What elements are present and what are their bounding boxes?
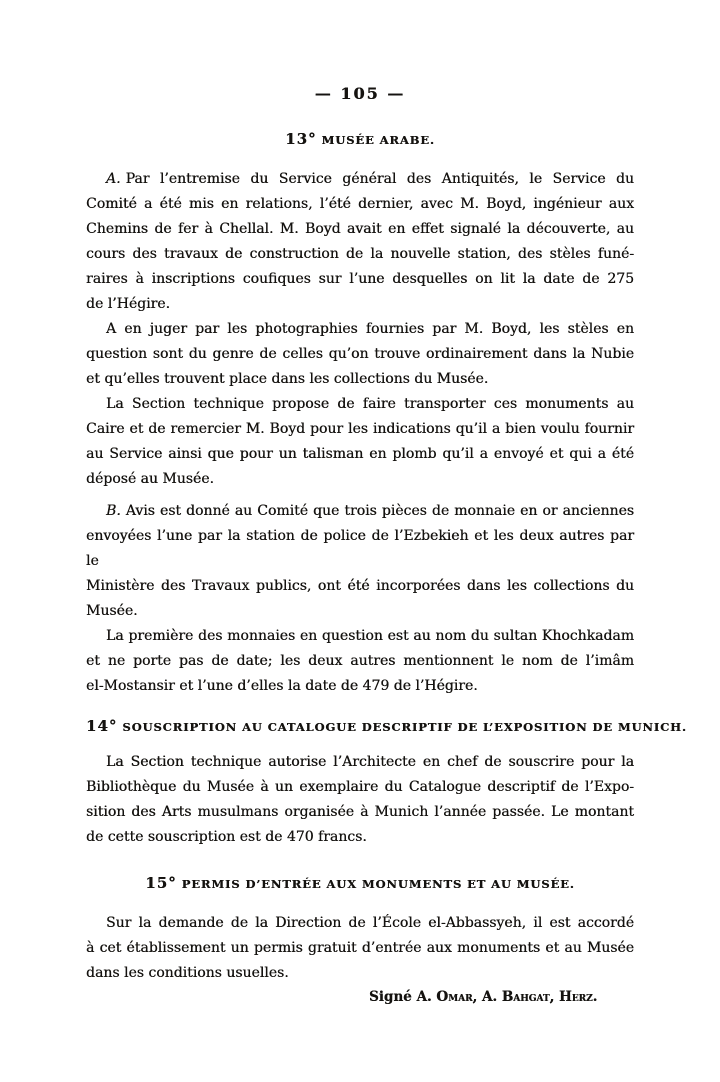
text-line: Ministère des Travaux publics, ont été incorporées dans les collections du xyxy=(86,578,634,594)
section-heading xyxy=(86,130,634,149)
section-title: MUSÉE ARABE. xyxy=(321,133,435,147)
paragraph-marker: A. xyxy=(106,171,121,187)
text-line: Caire et de remercier M. Boyd pour les indications qu’il a bien voulu fournir xyxy=(86,421,634,437)
paragraph xyxy=(86,317,634,392)
text-line: et ne porte pas de date; les deux autres mentionnent le nom de l’imâm xyxy=(86,653,634,669)
text-line: La première des monnaies en question est au nom du sultan Khochkadam xyxy=(106,628,634,644)
section-souscription-munich xyxy=(86,717,687,850)
section-number: 14° xyxy=(86,717,118,735)
signature-line xyxy=(86,986,634,1008)
paragraph xyxy=(86,499,634,624)
text-line: Chemins de fer à Chellal. M. Boyd avait en effet signalé la découverte, au xyxy=(86,221,634,237)
section-musee-arabe xyxy=(86,130,634,699)
text-line: au Service ainsi que pour un talisman en plomb qu’il a envoyé et qui a été xyxy=(86,446,634,462)
section-paragraphs xyxy=(86,911,634,986)
text-line: A. Par l’entremise du Service général des Antiquités, le Service du xyxy=(106,171,634,187)
signature-prefix: Signé xyxy=(369,989,412,1005)
section-number: 13° xyxy=(285,130,317,148)
section-heading xyxy=(86,717,687,736)
section-permis-entree xyxy=(86,874,634,986)
text-line: La Section technique autorise l’Architecte en chef de souscrire pour la xyxy=(106,754,634,770)
text-line: sition des Arts musulmans organisée à Munich l’année passée. Le montant xyxy=(86,804,634,820)
paragraph xyxy=(86,750,634,850)
page-number: — 105 — xyxy=(314,84,406,103)
text-line: Comité a été mis en relations, l’été dernier, avec M. Boyd, ingénieur aux xyxy=(86,196,634,212)
text-line: de cette souscription est de 470 francs. xyxy=(86,829,367,845)
text-line: et qu’elles trouvent place dans les collections du Musée. xyxy=(86,371,489,387)
section-title: PERMIS D’ENTRÉE AUX MONUMENTS ET AU MUSÉE. xyxy=(181,877,575,891)
text-line: de l’Hégire. xyxy=(86,296,170,312)
text-line: Bibliothèque du Musée à un exemplaire du Catalogue descriptif de l’Expo- xyxy=(86,779,634,795)
section-title: SOUSCRIPTION AU CATALOGUE DESCRIPTIF DE L’EXPOSITION DE MUNICH. xyxy=(122,720,687,734)
paragraph xyxy=(86,167,634,317)
paragraph-marker: B. xyxy=(106,503,121,519)
text-line: question sont du genre de celles qu’on trouve ordinairement dans la Nubie xyxy=(86,346,634,362)
section-number: 15° xyxy=(145,874,177,892)
page-content xyxy=(86,130,687,1008)
text-line: envoyées l’une par la station de police de l’Ezbekieh et les deux autres par le xyxy=(86,528,634,569)
text-line: déposé au Musée. xyxy=(86,471,214,487)
text-line: dans les conditions usuelles. xyxy=(86,965,289,981)
signature-names: A. Omar, A. Bahgat, Herz. xyxy=(416,989,598,1005)
text-line: raires à inscriptions coufiques sur l’une desquelles on lit la date de 275 xyxy=(86,271,634,287)
text-line: B. Avis est donné au Comité que trois pièces de monnaie en or anciennes xyxy=(106,503,634,519)
section-paragraphs xyxy=(86,167,634,699)
text-line: La Section technique propose de faire transporter ces monuments au xyxy=(106,396,634,412)
text-line: Sur la demande de la Direction de l’École el-Abbassyeh, il est accordé xyxy=(106,915,634,931)
text-line: à cet établissement un permis gratuit d’entrée aux monuments et au Musée xyxy=(86,940,634,956)
text-line: el-Mostansir et l’une d’elles la date de 479 de l’Hégire. xyxy=(86,678,478,694)
paragraph xyxy=(86,392,634,492)
paragraph xyxy=(86,911,634,986)
text-line: Musée. xyxy=(86,603,138,619)
text-line: cours des travaux de construction de la nouvelle station, des stèles funé- xyxy=(86,246,634,262)
section-paragraphs xyxy=(86,750,634,850)
section-heading xyxy=(86,874,634,893)
text-line: A en juger par les photographies fournies par M. Boyd, les stèles en xyxy=(106,321,634,337)
paragraph xyxy=(86,624,634,699)
